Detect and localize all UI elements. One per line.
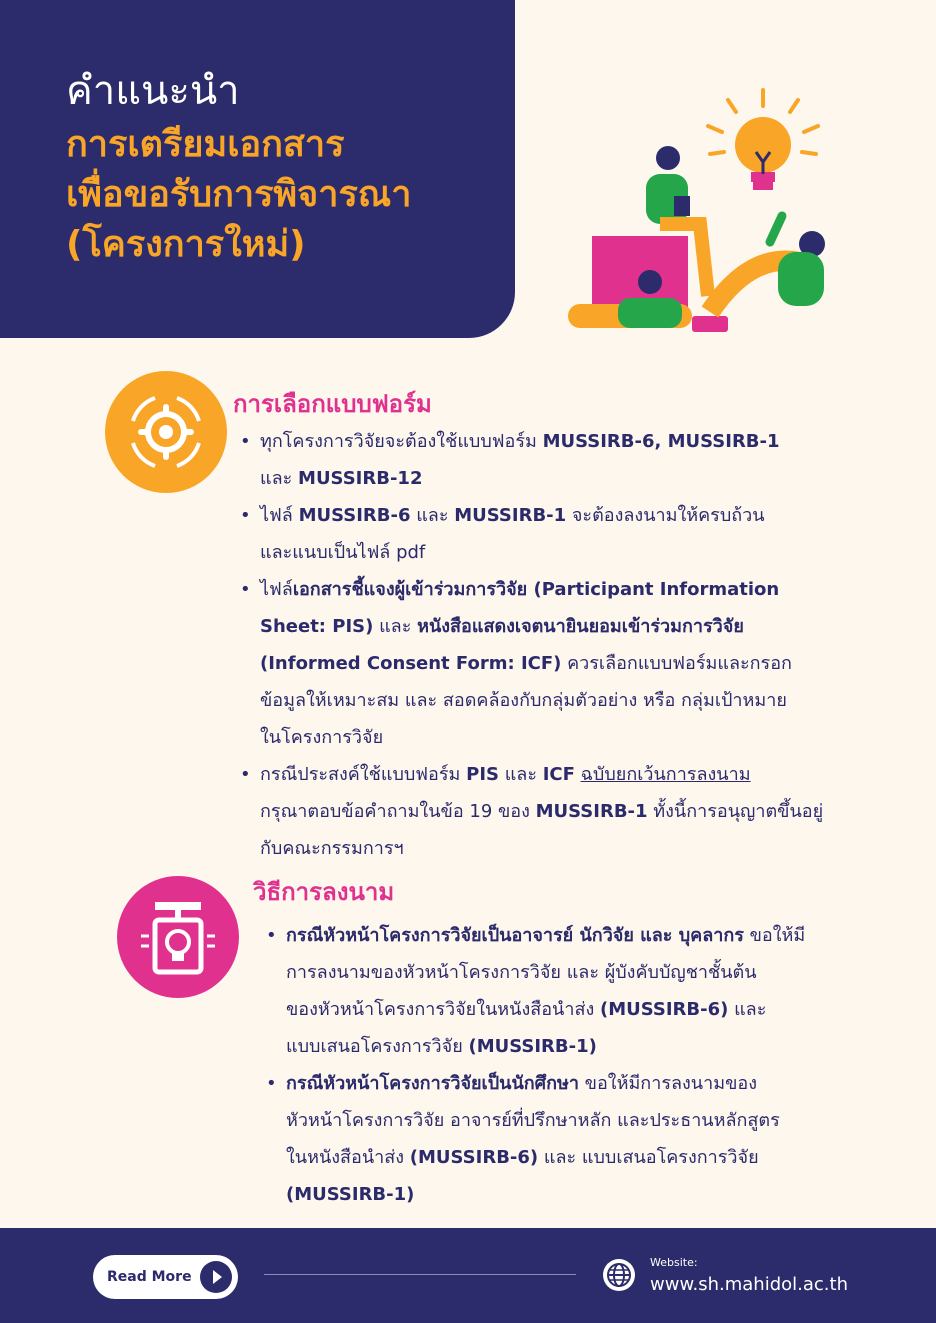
list-item: • กรณีหัวหน้าโครงการวิจัยเป็นอาจารย์ นักวิจัย และ บุคลากร ขอให้มี การลงนามของหัวหน้าโครงการวิจัย และ ผู้บังคับบัญชาชั้นต้น ของหัวหน้าโครงการวิจัยในหนังสือนำส่ง (MUSSIRB-6) และ แบบเสนอโครงการวิจัย (MUSSIRB-1) xyxy=(266,917,886,1065)
list-item: • ทุกโครงการวิจัยจะต้องใช้แบบฟอร์ม MUSSIRB-6, MUSSIRB-1 และ MUSSIRB-12 xyxy=(240,423,880,497)
lightbulb-scale-icon xyxy=(117,876,239,998)
website-label: Website: xyxy=(650,1256,698,1269)
title-line-1: การเตรียมเอกสาร xyxy=(66,124,345,165)
list-item: • กรณีหัวหน้าโครงการวิจัยเป็นนักศึกษา ขอให้มีการลงนามของ หัวหน้าโครงการวิจัย อาจารย์ที่ปรึกษาหลัก และประธานหลักสูตร ในหนังสือนำส่ง (MUSSIRB-6) และ แบบเสนอโครงการวิจัย (MUSSIRB-1) xyxy=(266,1065,886,1213)
read-more-button[interactable] xyxy=(93,1255,238,1299)
list-item: • กรณีประสงค์ใช้แบบฟอร์ม PIS และ ICF ฉบับยกเว้นการลงนาม กรุณาตอบข้อคำถามในข้อ 19 ของ MUSSIRB-1 ทั้งนี้การอนุญาตขึ้นอยู่ กับคณะกรรมการฯ xyxy=(240,756,880,867)
title-line-3: (โครงการใหม่) xyxy=(66,224,306,265)
footer-bar xyxy=(0,1228,936,1323)
signing-icon-circle xyxy=(117,876,239,998)
teamwork-illustration xyxy=(550,82,850,344)
arrow-right-icon xyxy=(200,1261,232,1293)
page-title xyxy=(66,120,411,270)
section-title-signing: วิธีการลงนาม xyxy=(253,878,395,906)
gear-cycle-icon xyxy=(105,371,227,493)
section-title-form-selection: การเลือกแบบฟอร์ม xyxy=(233,390,432,418)
read-more-label: Read More xyxy=(107,1269,192,1285)
header-banner xyxy=(0,0,515,338)
website-url[interactable]: www.sh.mahidol.ac.th xyxy=(650,1274,848,1295)
selection-icon-circle xyxy=(105,371,227,493)
header-intro: คำแนะนำ xyxy=(66,68,240,114)
globe-icon xyxy=(602,1258,636,1292)
form-selection-list xyxy=(240,423,880,867)
no-signature-link: ฉบับยกเว้นการลงนาม xyxy=(580,764,751,785)
list-item: • ไฟล์เอกสารชี้แจงผู้เข้าร่วมการวิจัย (Participant Information Sheet: PIS) และ หนังสือแสดงเจตนายินยอมเข้าร่วมการวิจัย (Informed Consent Form: ICF) ควรเลือกแบบฟอร์มและกรอก ข้อมูลให้เหมาะสม และ สอดคล้องกับกลุ่มตัวอย่าง หรือ กลุ่มเป้าหมาย ในโครงการวิจัย xyxy=(240,571,880,756)
signing-list xyxy=(266,917,886,1213)
title-line-2: เพื่อขอรับการพิจารณา xyxy=(66,174,412,215)
list-item: • ไฟล์ MUSSIRB-6 และ MUSSIRB-1 จะต้องลงนามให้ครบถ้วน และแนบเป็นไฟล์ pdf xyxy=(240,497,880,571)
footer-divider xyxy=(264,1274,576,1275)
